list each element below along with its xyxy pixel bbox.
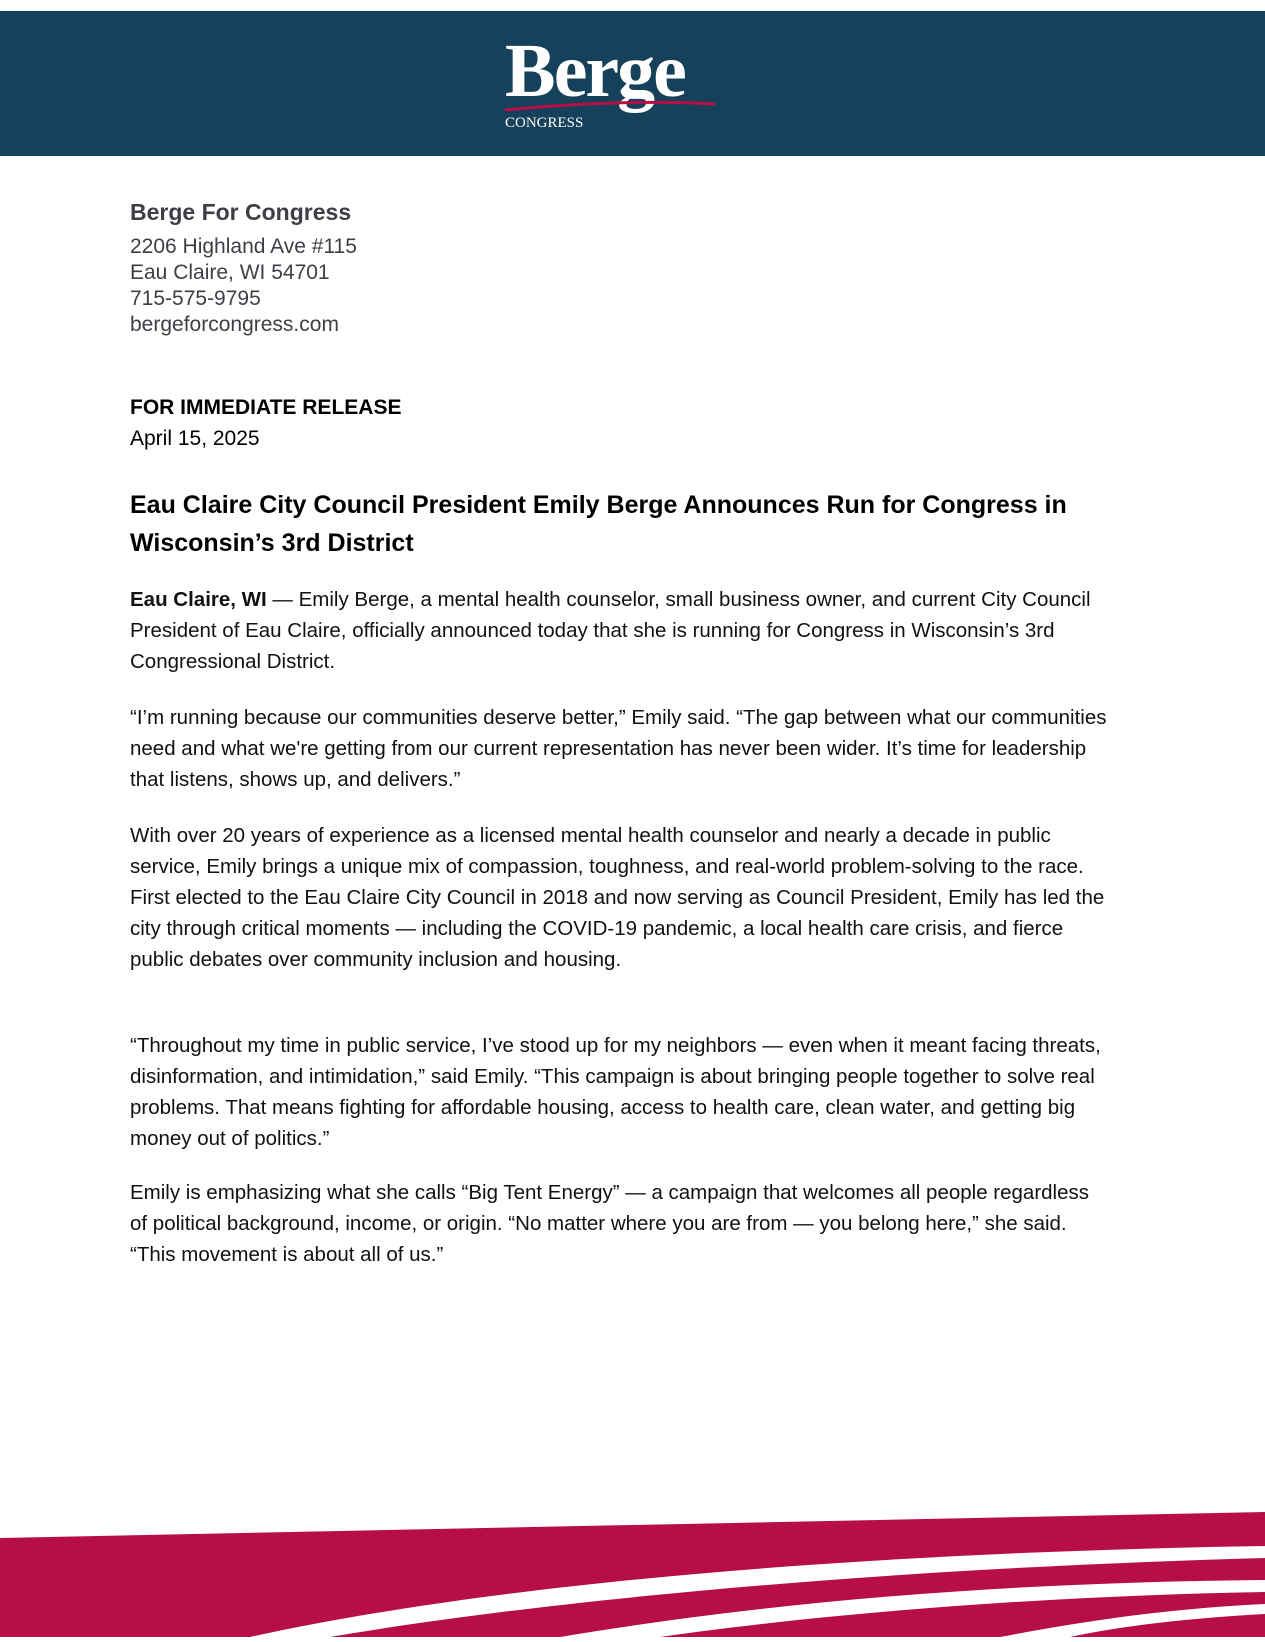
sender-org-name: Berge For Congress: [130, 199, 352, 225]
paragraph-4: “Throughout my time in public service, I’ve stood up for my neighbors — even when it meant facing threats, disinformation, and intimidation,” said Emily. “This campaign is about bringing people together to solve real problems. That means fighting for affordable housing, access to health care, clean water, and getting big money out of politics.”: [130, 1034, 1101, 1150]
sender-phone: 715-575-9795: [130, 287, 261, 310]
paragraph-1: [130, 584, 1110, 677]
dateline: Eau Claire, WI: [130, 588, 267, 611]
sender-address-line1: 2206 Highland Ave #115: [130, 235, 357, 258]
paragraph-5: Emily is emphasizing what she calls “Big Tent Energy” — a campaign that welcomes all people regardless of political background, income, or origin. “No matter where you are from — you belong here,” she said. “This movement is about all of us.”: [130, 1181, 1090, 1266]
release-label: FOR IMMEDIATE RELEASE: [130, 396, 402, 419]
footer-swoosh: [0, 1500, 1265, 1637]
logo-subtitle: CONGRESS: [505, 115, 584, 131]
footer-red-band: [0, 1512, 1265, 1637]
headline: Eau Claire City Council President Emily Berge Announces Run for Congress in Wisconsin’s 3rd District: [130, 491, 1067, 557]
logo-wordmark: Berge: [505, 29, 685, 113]
paragraph-3: With over 20 years of experience as a licensed mental health counselor and nearly a decade in public service, Emily brings a unique mix of compassion, toughness, and real-world problem-solving to the race. First elected to the Eau Claire City Council in 2018 and now serving as Council President, Emily has led the city through critical moments — including the COVID-19 pandemic, a local health care crisis, and fierce public debates over community inclusion and housing.: [130, 824, 1105, 971]
paragraph-1-text: — Emily Berge, a mental health counselor, small business owner, and current City Council President of Eau Claire, officially announced today that she is running for Congress in Wisconsin’s 3rd Congressional District.: [130, 588, 1091, 673]
berge-congress-logo: [505, 11, 765, 156]
release-date: April 15, 2025: [130, 427, 260, 450]
sender-website: bergeforcongress.com: [130, 313, 339, 336]
sender-address-line2: Eau Claire, WI 54701: [130, 261, 330, 284]
paragraph-2: “I’m running because our communities deserve better,” Emily said. “The gap between what our communities need and what we're getting from our current representation has never been wider. It’s time for leadership that listens, shows up, and delivers.”: [130, 706, 1107, 791]
